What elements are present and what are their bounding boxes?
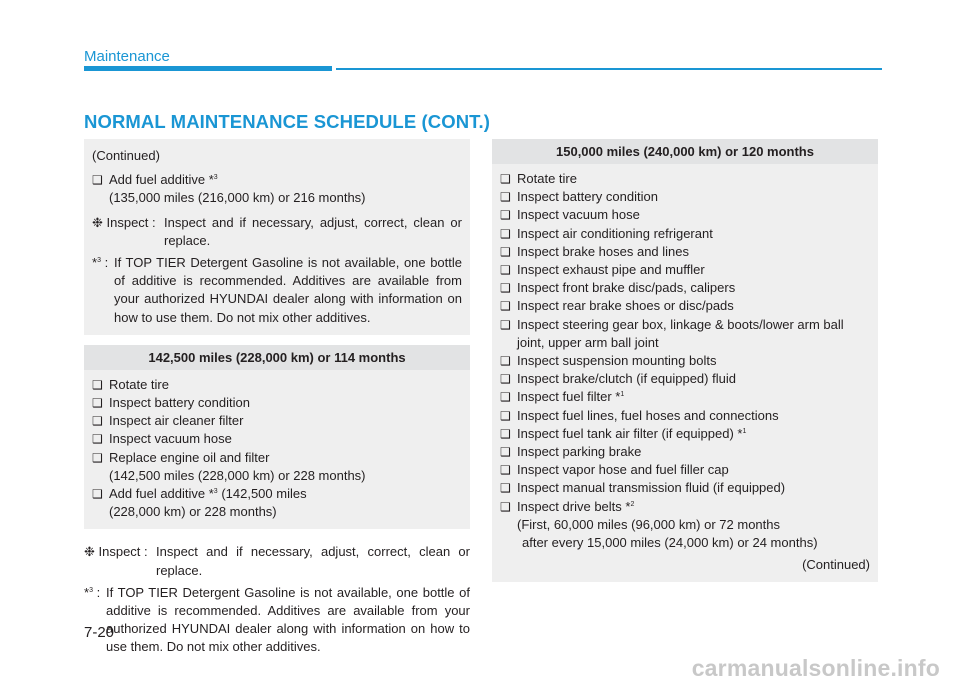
checkbox-icon: ❑	[500, 299, 511, 314]
footnote: *$^3$ : If TOP TIER Detergent Gasoline is not available, one bottle of additive is recommended. Additives are available from your authorized HYUNDAI dealer along with information on how to use them. Do not mix other additives.	[84, 584, 470, 655]
list-item: ❑ Inspect parking brake	[500, 443, 870, 461]
checkbox-icon: ❑	[500, 408, 511, 423]
checkbox-icon: ❑	[500, 244, 511, 259]
checkbox-icon: ❑	[92, 432, 103, 447]
list-item: ❑ Inspect suspension mounting bolts	[500, 352, 870, 370]
checkbox-icon: ❑	[500, 445, 511, 460]
checkbox-icon: ❑	[92, 396, 103, 411]
list-item: ❑ Inspect rear brake shoes or disc/pads	[500, 297, 870, 315]
list-item: ❑ Inspect air cleaner filter	[92, 412, 462, 430]
item-detail: (135,000 miles (216,000 km) or 216 months)	[109, 190, 366, 206]
list-item: ❑ Inspect brake/clutch (if equipped) fluid	[500, 370, 870, 388]
continued-box	[84, 139, 470, 335]
page-title: NORMAL MAINTENANCE SCHEDULE (CONT.)	[84, 111, 491, 132]
checkbox-icon: ❑	[500, 226, 511, 241]
list-item: ❑ Inspect exhaust pipe and muffler	[500, 261, 870, 279]
watermark: carmanualsonline.info	[691, 655, 940, 681]
list-item: ❑ Rotate tire	[500, 170, 870, 188]
checkbox-icon: ❑	[92, 450, 103, 465]
continued-label: (Continued)	[802, 557, 870, 573]
inspect-note: ❉ Inspect : Inspect and if necessary, adjust, correct, clean or replace.	[84, 544, 470, 578]
item-detail: after every 15,000 miles (24,000 km) or 24 months)	[522, 535, 818, 551]
checkbox-icon: ❑	[92, 414, 103, 429]
checkbox-icon: ❑	[500, 317, 511, 332]
checkbox-icon: ❑	[500, 426, 511, 441]
list-item: ❑ Add fuel additive *$^3$ (142,500 miles	[92, 485, 462, 503]
list-item: ❑ Replace engine oil and filter	[92, 449, 462, 467]
list-item: ❑ Inspect brake hoses and lines	[500, 243, 870, 261]
list-item: ❑ Inspect vapor hose and fuel filler cap	[500, 461, 870, 479]
item-detail: joint, upper arm ball joint	[517, 334, 659, 350]
list-item: ❑ Inspect air conditioning refrigerant	[500, 225, 870, 243]
left-column	[84, 139, 470, 657]
checkbox-icon: ❑	[500, 263, 511, 278]
schedule-box-150000	[492, 139, 878, 582]
list-item: ❑ Inspect vacuum hose	[92, 430, 462, 448]
checkbox-icon: ❑	[500, 499, 511, 514]
page-number: 7-20	[84, 624, 115, 641]
item-detail: (228,000 km) or 228 months)	[109, 504, 277, 520]
checkbox-icon: ❑	[500, 372, 511, 387]
checkbox-icon: ❑	[500, 354, 511, 369]
list-item: ❑ Inspect vacuum hose	[500, 206, 870, 224]
schedule-heading: 142,500 miles (228,000 km) or 114 months	[84, 345, 470, 370]
list-item: ❑ Inspect manual transmission fluid (if equipped)	[500, 479, 870, 497]
item-detail: (First, 60,000 miles (96,000 km) or 72 months	[517, 516, 780, 532]
list-item: ❑ Inspect battery condition	[500, 188, 870, 206]
list-item: ❑ Inspect fuel tank air filter (if equipped) *$^1$	[500, 425, 870, 443]
right-column	[492, 139, 878, 582]
checkbox-icon: ❑	[500, 390, 511, 405]
footnote: *$^3$ : If TOP TIER Detergent Gasoline is not available, one bottle of additive is recommended. Additives are available from your authorized HYUNDAI dealer along with information on how to use them. Do not mix other additives.	[92, 255, 462, 325]
checkbox-icon: ❑	[500, 481, 511, 496]
inspect-note: ❉ Inspect : Inspect and if necessary, adjust, correct, clean or replace.	[92, 214, 462, 248]
item-detail: (142,500 miles (228,000 km) or 228 months)	[109, 467, 366, 483]
checkbox-icon: ❑	[500, 172, 511, 186]
list-item: ❑ Inspect drive belts *$^2$	[500, 498, 870, 516]
list-item: ❑ Inspect steering gear box, linkage & boots/lower arm ball	[500, 316, 870, 334]
list-item: ❑ Rotate tire	[92, 376, 462, 394]
header-rule-thick	[84, 66, 332, 71]
checkbox-icon: ❑	[500, 463, 511, 478]
checkbox-icon: ❑	[92, 377, 103, 392]
header-rule-thin	[336, 68, 882, 70]
list-item: ❑ Inspect fuel filter *$^1$	[500, 388, 870, 406]
list-item: ❑ Inspect front brake disc/pads, calipers	[500, 279, 870, 297]
schedule-box-142500	[84, 345, 470, 530]
checkbox-icon: ❑	[92, 173, 103, 188]
checkbox-icon: ❑	[500, 281, 511, 296]
list-item: ❑ Inspect fuel lines, fuel hoses and connections	[500, 407, 870, 425]
section-header: Maintenance	[84, 48, 170, 65]
schedule-heading: 150,000 miles (240,000 km) or 120 months	[492, 139, 878, 164]
checkbox-icon: ❑	[500, 208, 511, 223]
checkbox-icon: ❑	[500, 190, 511, 205]
checkbox-icon: ❑	[92, 487, 103, 502]
continued-label: (Continued)	[92, 148, 160, 163]
list-item: ❑ Inspect battery condition	[92, 394, 462, 412]
list-item: ❑ Add fuel additive *$^3$	[92, 171, 462, 189]
